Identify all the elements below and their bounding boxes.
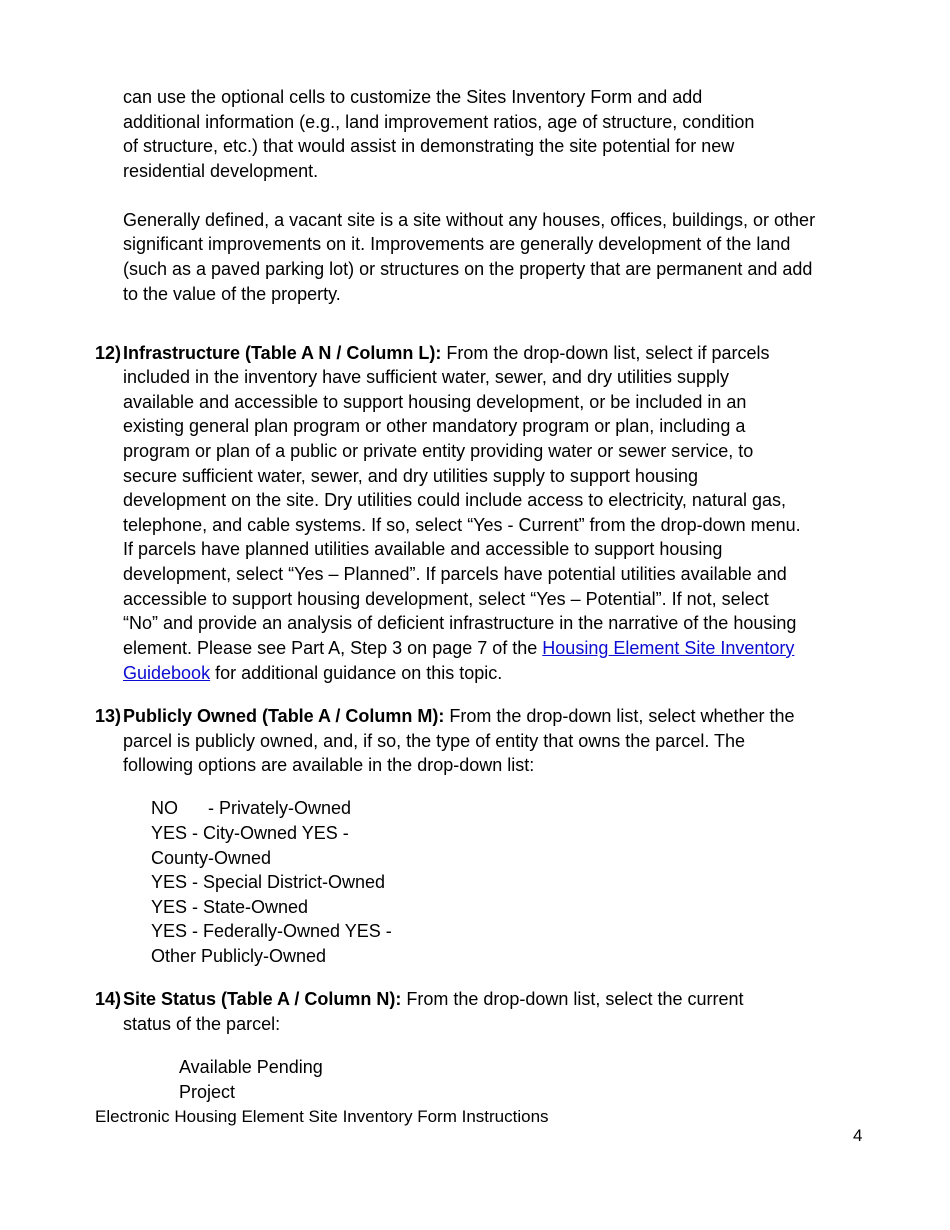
text-line: residential development. [123,161,319,181]
item-number: 14) [95,989,122,1009]
option-item: NO - Privately-Owned [151,798,352,818]
text-line: status of the parcel: [123,1014,281,1034]
guidebook-link-continued[interactable]: Guidebook [123,663,211,683]
text-line: telephone, and cable systems. If so, select “Yes - Current” from the drop-down menu. [123,515,801,535]
text-line: included in the inventory have sufficient water, sewer, and dry utilities supply [123,367,730,387]
option-item: YES - City-Owned YES - [151,823,349,843]
text-line: parcel is publicly owned, and, if so, the type of entity that owns the parcel. The [123,731,746,751]
text-line: following options are available in the drop-down list: [123,755,535,775]
item-first-line [123,704,795,729]
item-label: Publicly Owned (Table A / Column M): [123,706,445,726]
item-number: 13) [95,706,122,726]
option-item: YES - Federally-Owned YES - [151,921,392,941]
text-line: to the value of the property. [123,284,341,304]
item-text: From the drop-down list, select if parcels [441,343,770,363]
option-item: Other Publicly-Owned [151,946,327,966]
text-line: available and accessible to support housing development, or be included in an [123,392,747,412]
text-line [123,661,502,686]
text-line: accessible to support housing development, select “Yes – Potential”. If not, select [123,589,769,609]
text-line: (such as a paved parking lot) or structures on the property that are permanent and add [123,259,813,279]
text-line: can use the optional cells to customize the Sites Inventory Form and add [123,87,703,107]
item-number: 12) [95,343,122,363]
text-line: development, select “Yes – Planned”. If parcels have potential utilities available and [123,564,787,584]
item-label: Site Status (Table A / Column N): [123,989,402,1009]
item-text: From the drop-down list, select the current [401,989,744,1009]
option-item: Project [179,1082,236,1102]
text-line: existing general plan program or other mandatory program or plan, including a [123,416,746,436]
text-line: additional information (e.g., land improvement ratios, age of structure, condition [123,112,755,132]
option-item: County-Owned [151,848,272,868]
text-line: “No” and provide an analysis of deficient infrastructure in the narrative of the housing [123,613,797,633]
item-label: Infrastructure (Table A N / Column L): [123,343,442,363]
text-line: significant improvements on it. Improvements are generally development of the land [123,234,791,254]
page-number: 4 [853,1126,863,1145]
text-line [123,636,794,661]
text-line: secure sufficient water, sewer, and dry utilities supply to support housing [123,466,698,486]
option-item: Available Pending [179,1057,323,1077]
text-line: If parcels have planned utilities available and accessible to support housing [123,539,723,559]
text-span: for additional guidance on this topic. [210,663,503,683]
text-line: Generally defined, a vacant site is a site without any houses, offices, buildings, or other [123,210,816,230]
option-item: YES - State-Owned [151,897,309,917]
item-first-line [123,987,743,1012]
page-footer-title: Electronic Housing Element Site Inventory Form Instructions [95,1107,549,1126]
text-line: of structure, etc.) that would assist in demonstrating the site potential for new [123,136,735,156]
item-first-line [123,341,769,366]
text-span: element. Please see Part A, Step 3 on page 7 of the [123,638,543,658]
guidebook-link[interactable]: Housing Element Site Inventory [542,638,795,658]
option-item: YES - Special District-Owned [151,872,386,892]
item-text: From the drop-down list, select whether the [444,706,795,726]
text-line: development on the site. Dry utilities could include access to electricity, natural gas, [123,490,786,510]
text-line: program or plan of a public or private entity providing water or sewer service, to [123,441,754,461]
